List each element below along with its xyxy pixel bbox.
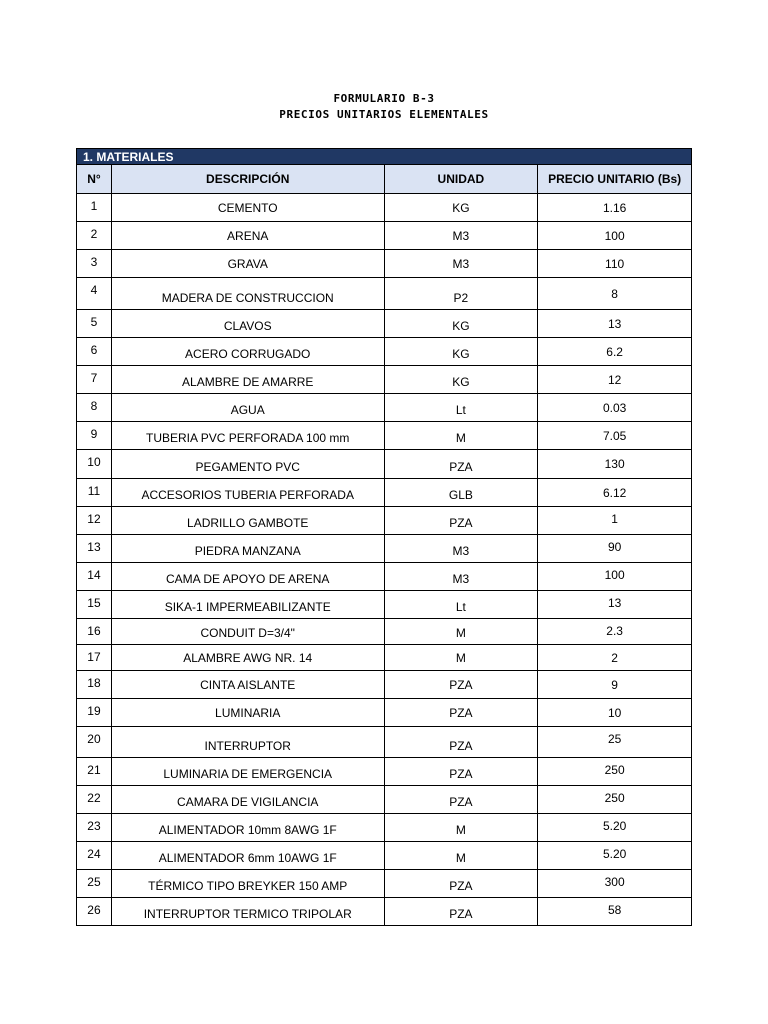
row-num: 12: [77, 507, 112, 534]
row-unidad: M3: [385, 535, 539, 562]
row-unidad: M: [385, 814, 539, 841]
row-unidad: Lt: [385, 394, 539, 421]
row-num: 1: [77, 194, 112, 221]
row-num: 14: [77, 563, 112, 590]
row-unidad: M: [385, 422, 539, 449]
row-num: 11: [77, 479, 112, 506]
table-row: [76, 645, 692, 671]
row-num: 5: [77, 310, 112, 337]
header-num: N°: [77, 165, 112, 193]
row-num: 15: [77, 591, 112, 618]
row-precio: 13: [538, 591, 692, 618]
table-row: [76, 422, 692, 450]
row-unidad: PZA: [385, 898, 539, 925]
row-num: 25: [77, 870, 112, 897]
row-unidad: KG: [385, 338, 539, 365]
row-unidad: PZA: [385, 699, 539, 726]
table-row: [76, 194, 692, 222]
row-precio: 100: [538, 563, 692, 590]
table-row: [76, 563, 692, 591]
table-row: [76, 619, 692, 645]
row-unidad: PZA: [385, 507, 539, 534]
table-row: [76, 394, 692, 422]
row-descripcion: INTERRUPTOR TERMICO TRIPOLAR: [112, 898, 385, 925]
table-row: [76, 898, 692, 926]
row-precio: 250: [538, 758, 692, 785]
row-descripcion: ALAMBRE DE AMARRE: [112, 366, 385, 393]
row-num: 26: [77, 898, 112, 925]
row-descripcion: ALIMENTADOR 10mm 8AWG 1F: [112, 814, 385, 841]
row-precio: 2.3: [538, 619, 692, 644]
row-descripcion: LUMINARIA: [112, 699, 385, 726]
row-num: 21: [77, 758, 112, 785]
table-row: [76, 222, 692, 250]
row-precio: 90: [538, 535, 692, 562]
row-precio: 1: [538, 507, 692, 534]
table-row: [76, 366, 692, 394]
row-descripcion: CEMENTO: [112, 194, 385, 221]
row-precio: 5.20: [538, 842, 692, 869]
row-unidad: GLB: [385, 479, 539, 506]
row-num: 13: [77, 535, 112, 562]
header-unidad: UNIDAD: [385, 165, 539, 193]
row-unidad: PZA: [385, 758, 539, 785]
row-descripcion: CAMARA DE VIGILANCIA: [112, 786, 385, 813]
row-num: 18: [77, 671, 112, 698]
row-unidad: PZA: [385, 870, 539, 897]
row-precio: 25: [538, 727, 692, 757]
row-precio: 7.05: [538, 422, 692, 449]
row-precio: 13: [538, 310, 692, 337]
table-row: [76, 727, 692, 758]
row-descripcion: ACCESORIOS TUBERIA PERFORADA: [112, 479, 385, 506]
table-row: [76, 250, 692, 278]
row-descripcion: ALIMENTADOR 6mm 10AWG 1F: [112, 842, 385, 869]
row-precio: 5.20: [538, 814, 692, 841]
row-precio: 8: [538, 278, 692, 309]
row-unidad: PZA: [385, 450, 539, 478]
row-descripcion: CLAVOS: [112, 310, 385, 337]
row-precio: 100: [538, 222, 692, 249]
row-descripcion: TUBERIA PVC PERFORADA 100 mm: [112, 422, 385, 449]
row-num: 2: [77, 222, 112, 249]
row-unidad: M: [385, 645, 539, 670]
row-descripcion: ACERO CORRUGADO: [112, 338, 385, 365]
row-unidad: KG: [385, 366, 539, 393]
table-row: [76, 699, 692, 727]
form-title: FORMULARIO B-3: [333, 92, 435, 105]
row-precio: 58: [538, 898, 692, 925]
row-unidad: KG: [385, 194, 539, 221]
table-row: [76, 870, 692, 898]
row-descripcion: SIKA-1 IMPERMEABILIZANTE: [112, 591, 385, 618]
row-unidad: M3: [385, 222, 539, 249]
table-row: [76, 310, 692, 338]
row-descripcion: LADRILLO GAMBOTE: [112, 507, 385, 534]
table-row: [76, 338, 692, 366]
row-num: 22: [77, 786, 112, 813]
row-unidad: M3: [385, 563, 539, 590]
row-descripcion: PIEDRA MANZANA: [112, 535, 385, 562]
row-precio: 110: [538, 250, 692, 277]
row-num: 20: [77, 727, 112, 757]
row-descripcion: ALAMBRE AWG NR. 14: [112, 645, 385, 670]
row-unidad: KG: [385, 310, 539, 337]
table-row: [76, 450, 692, 479]
row-num: 17: [77, 645, 112, 670]
header-precio: PRECIO UNITARIO (Bs): [538, 165, 692, 193]
row-unidad: M3: [385, 250, 539, 277]
row-unidad: M: [385, 842, 539, 869]
row-precio: 10: [538, 699, 692, 726]
row-num: 3: [77, 250, 112, 277]
table-row: [76, 758, 692, 786]
row-descripcion: CINTA AISLANTE: [112, 671, 385, 698]
table-row: [76, 671, 692, 699]
row-precio: 1.16: [538, 194, 692, 221]
row-precio: 6.12: [538, 479, 692, 506]
header-descripcion: DESCRIPCIÓN: [112, 165, 385, 193]
row-precio: 6.2: [538, 338, 692, 365]
row-precio: 300: [538, 870, 692, 897]
row-num: 23: [77, 814, 112, 841]
row-num: 19: [77, 699, 112, 726]
form-subtitle: PRECIOS UNITARIOS ELEMENTALES: [279, 108, 489, 121]
table-header-row: [76, 165, 692, 194]
row-descripcion: TÉRMICO TIPO BREYKER 150 AMP: [112, 870, 385, 897]
section-title: 1. MATERIALES: [76, 148, 692, 165]
row-unidad: PZA: [385, 671, 539, 698]
row-descripcion: CONDUIT D=3/4": [112, 619, 385, 644]
row-num: 7: [77, 366, 112, 393]
row-num: 10: [77, 450, 112, 478]
form-header: [0, 91, 768, 123]
row-num: 16: [77, 619, 112, 644]
table-row: [76, 786, 692, 814]
row-unidad: PZA: [385, 786, 539, 813]
row-unidad: P2: [385, 278, 539, 309]
row-precio: 9: [538, 671, 692, 698]
row-num: 9: [77, 422, 112, 449]
row-num: 24: [77, 842, 112, 869]
table-row: [76, 507, 692, 535]
row-precio: 2: [538, 645, 692, 670]
row-descripcion: MADERA DE CONSTRUCCION: [112, 278, 385, 309]
row-descripcion: PEGAMENTO PVC: [112, 450, 385, 478]
row-num: 8: [77, 394, 112, 421]
row-descripcion: CAMA DE APOYO DE ARENA: [112, 563, 385, 590]
row-num: 6: [77, 338, 112, 365]
row-descripcion: GRAVA: [112, 250, 385, 277]
table-row: [76, 591, 692, 619]
row-descripcion: AGUA: [112, 394, 385, 421]
row-precio: 0.03: [538, 394, 692, 421]
table-row: [76, 479, 692, 507]
row-descripcion: LUMINARIA DE EMERGENCIA: [112, 758, 385, 785]
materials-table: [76, 148, 692, 926]
table-row: [76, 814, 692, 842]
row-unidad: Lt: [385, 591, 539, 618]
row-descripcion: INTERRUPTOR: [112, 727, 385, 757]
row-descripcion: ARENA: [112, 222, 385, 249]
table-row: [76, 842, 692, 870]
table-row: [76, 535, 692, 563]
row-unidad: PZA: [385, 727, 539, 757]
row-precio: 12: [538, 366, 692, 393]
row-precio: 130: [538, 450, 692, 478]
row-precio: 250: [538, 786, 692, 813]
row-unidad: M: [385, 619, 539, 644]
table-row: [76, 278, 692, 310]
row-num: 4: [77, 278, 112, 309]
